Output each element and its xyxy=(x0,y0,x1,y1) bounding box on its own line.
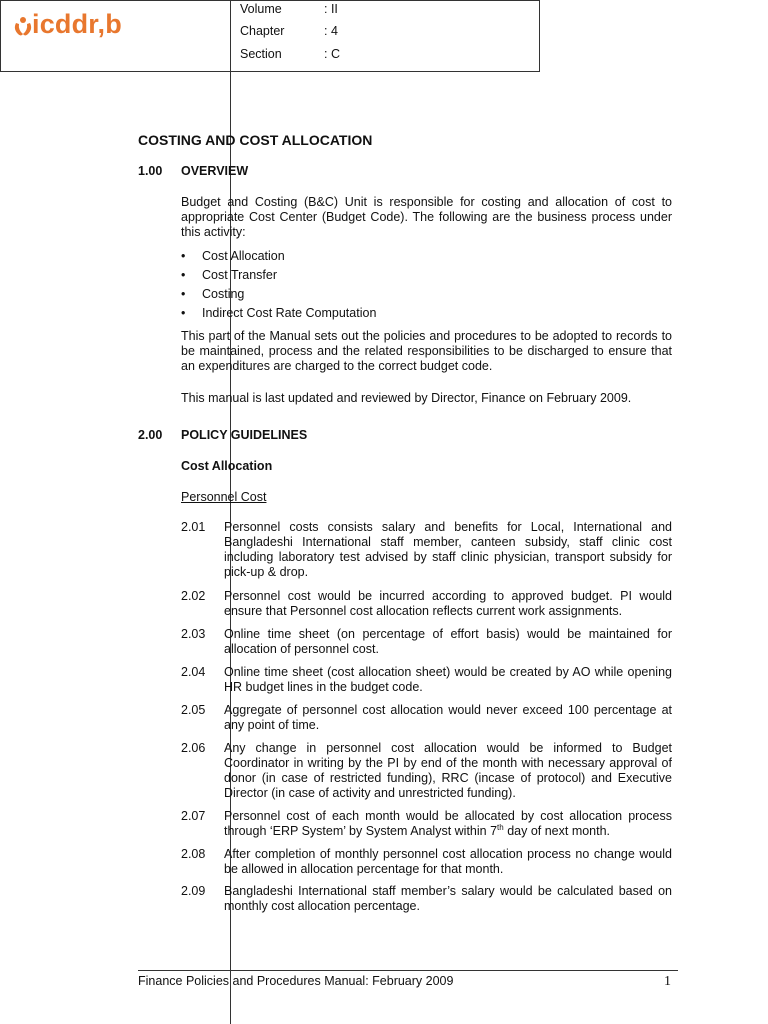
item-text: After completion of monthly personnel cost allocation process no change would be allowed in allocation percentage for that month. xyxy=(224,847,672,876)
item-number: 2.02 xyxy=(181,589,206,603)
item-text: Personnel cost would be incurred according to approved budget. PI would ensure that Personnel cost allocation reflects current work assignments. xyxy=(224,589,672,618)
logo-text: icddr,b xyxy=(32,9,122,39)
item-text-part: Personnel cost of each month would be allocated by cost allocation process through ‘ERP System’ by System Analyst within 7 xyxy=(224,809,672,838)
item-number: 2.05 xyxy=(181,703,206,717)
ordinal-suffix: th xyxy=(497,822,504,832)
meta-key: Chapter xyxy=(240,24,285,38)
meta-chapter xyxy=(240,24,338,38)
section-number: 1.00 xyxy=(138,164,163,178)
item-number: 2.03 xyxy=(181,627,206,641)
section-number: 2.00 xyxy=(138,428,163,442)
item-text xyxy=(224,809,672,839)
item-number: 2.07 xyxy=(181,809,206,823)
icddrb-logo-icon xyxy=(12,14,34,40)
page-title: COSTING AND COST ALLOCATION xyxy=(138,132,373,148)
footer-text: Finance Policies and Procedures Manual: February 2009 xyxy=(138,974,454,988)
meta-value: : 4 xyxy=(324,24,338,38)
bullet-text: Indirect Cost Rate Computation xyxy=(202,306,377,320)
item-number: 2.08 xyxy=(181,847,206,861)
meta-key: Volume xyxy=(240,2,282,16)
meta-value: : C xyxy=(324,47,340,61)
subheading-cost-allocation: Cost Allocation xyxy=(181,459,273,473)
item-text: Personnel costs consists salary and benefits for Local, International and Bangladeshi International staff member, canteen subsidy, staff clinic cost including laboratory test advised by staff clinic physician, transport subsidy for pick-up & drop. xyxy=(224,520,672,579)
item-number: 2.09 xyxy=(181,884,206,898)
item-text: Bangladeshi International staff member’s salary would be calculated based on monthly cost allocation percentage. xyxy=(224,884,672,913)
footer-rule xyxy=(138,970,678,971)
bullet-text: Cost Allocation xyxy=(202,249,285,263)
overview-paragraph-3: This manual is last updated and reviewed by Director, Finance on February 2009. xyxy=(181,391,632,405)
item-text-part: day of next month. xyxy=(503,824,611,838)
item-number: 2.04 xyxy=(181,665,206,679)
meta-key: Section xyxy=(240,47,282,61)
bullet-text: Costing xyxy=(202,287,245,301)
meta-section xyxy=(240,47,340,61)
section-title: OVERVIEW xyxy=(181,164,249,178)
section-title: POLICY GUIDELINES xyxy=(181,428,308,442)
meta-volume xyxy=(240,2,338,16)
page-number: 1 xyxy=(664,974,671,989)
item-text: Aggregate of personnel cost allocation would never exceed 100 percentage at any point of time. xyxy=(224,703,672,732)
document-header xyxy=(0,0,540,72)
item-number: 2.01 xyxy=(181,520,206,534)
bullet-text: Cost Transfer xyxy=(202,268,278,282)
overview-intro: Budget and Costing (B&C) Unit is responsible for costing and allocation of cost to appropriate Cost Center (Budget Code). The following are the business process under this activity: xyxy=(181,195,672,239)
item-text: Any change in personnel cost allocation would be informed to Budget Coordinator in writing by the PI by end of the month with necessary approval of donor (in case of restricted funding), RRC (incase of protocol) and Executive Director (in case of activity and unrestricted funding). xyxy=(224,741,672,800)
subheading-personnel-cost: Personnel Cost xyxy=(181,490,267,504)
meta-value: : II xyxy=(324,2,338,16)
overview-paragraph-2: This part of the Manual sets out the policies and procedures to be adopted to records to be maintained, process and the related responsibilities to be discharged to ensure that an expenditures are charged to the correct budget code. xyxy=(181,329,672,373)
item-text: Online time sheet (on percentage of effort basis) would be maintained for allocation of personnel cost. xyxy=(224,627,672,656)
item-text: Online time sheet (cost allocation sheet) would be created by AO while opening HR budget lines in the budget code. xyxy=(224,665,672,694)
item-number: 2.06 xyxy=(181,741,206,755)
